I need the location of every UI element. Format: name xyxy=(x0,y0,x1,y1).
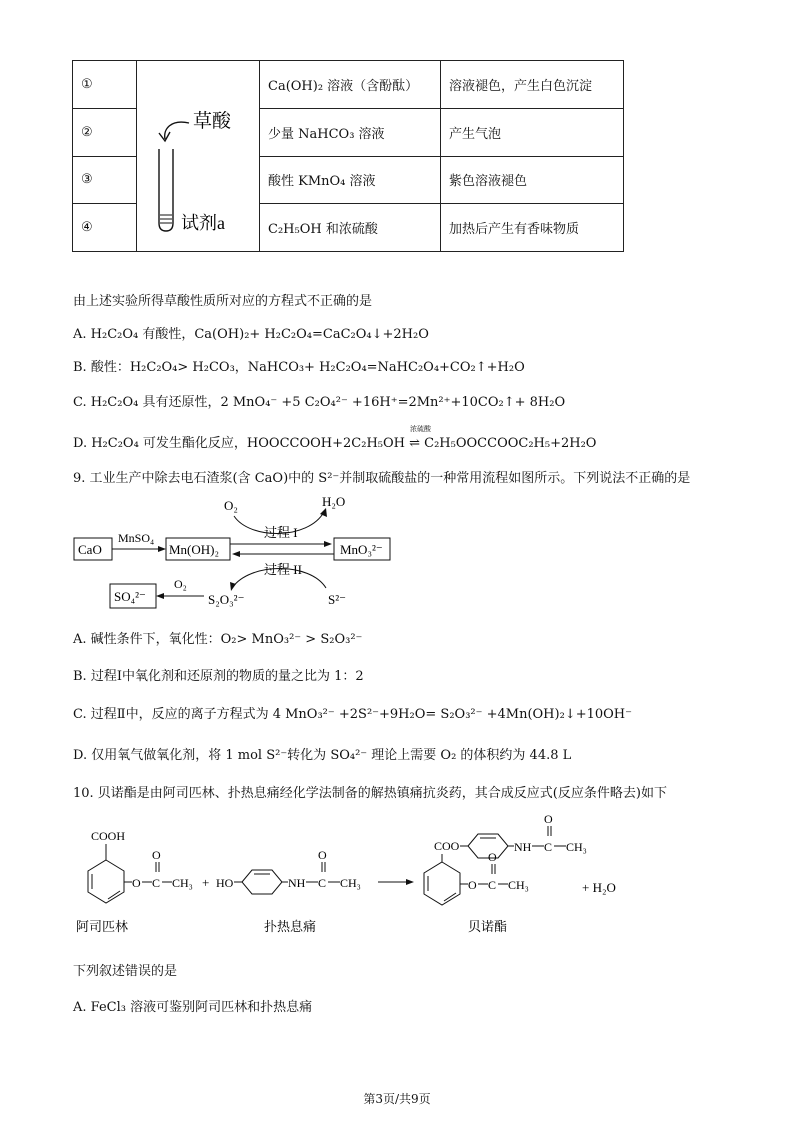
svg-text:NH: NH xyxy=(514,840,532,854)
reagent-cell: Ca(OH)₂ 溶液（含酚酞） xyxy=(260,61,441,109)
phenomenon-cell: 产生气泡 xyxy=(441,108,624,156)
phenomenon-cell: 紫色溶液褪色 xyxy=(441,156,624,204)
q10-sub-stem: 下列叙述错误的是 xyxy=(73,964,178,979)
q9-stem: 9. 工业生产中除去电石渣浆(含 CaO)中的 S²⁻并制取硫酸盐的一种常用流程如图所示。下列说法不正确的是 xyxy=(73,471,691,486)
reagent-cell: 酸性 KMnO₄ 溶液 xyxy=(260,156,441,204)
q8-option-c: C. H₂C₂O₄ 具有还原性，2 MnO₄⁻ +5 C₂O₄²⁻ +16H⁺=2Mn²⁺+10CO₂↑+ 8H₂O xyxy=(73,395,566,410)
svg-text:CH₃: CH₃ xyxy=(508,878,529,892)
svg-text:CH₃: CH₃ xyxy=(172,876,193,890)
svg-text:O: O xyxy=(488,850,497,864)
svg-text:C: C xyxy=(544,840,553,854)
test-tube-figure xyxy=(145,61,251,247)
phenomenon-cell: 溶液褪色，产生白色沉淀 xyxy=(441,61,624,109)
aspirin-name: 阿司匹林 xyxy=(76,919,129,934)
q10-reaction-scheme xyxy=(66,810,736,940)
row-number: ② xyxy=(73,108,137,156)
svg-text:COO: COO xyxy=(434,839,460,853)
mno3-label: MnO₃²⁻ xyxy=(340,542,383,557)
reagent-cell: C₂H₅OH 和浓硫酸 xyxy=(260,204,441,252)
svg-text:C: C xyxy=(152,876,161,890)
process2-label: 过程 II xyxy=(264,562,302,577)
svg-text:C: C xyxy=(318,876,327,890)
svg-text:NH: NH xyxy=(288,876,306,890)
benorilate-structure xyxy=(424,812,587,905)
s2-label: S²⁻ xyxy=(328,592,346,607)
mnoh2-label: Mn(OH)₂ xyxy=(169,542,220,557)
aspirin-structure xyxy=(88,829,193,903)
q9-option-c: C. 过程Ⅱ中，反应的离子方程式为 4 MnO₃²⁻ +2S²⁻+9H₂O= S₂O₃²⁻ +4Mn(OH)₂↓+10OH⁻ xyxy=(73,707,632,722)
o2-top-label: O₂ xyxy=(224,498,238,513)
svg-text:C: C xyxy=(488,878,497,892)
q8-stem: 由上述实验所得草酸性质所对应的方程式不正确的是 xyxy=(73,294,373,309)
row-number: ① xyxy=(73,61,137,109)
experiment-table xyxy=(72,60,624,252)
q8-option-b: B. 酸性：H₂C₂O₄> H₂CO₃，NaHCO₃+ H₂C₂O₄=NaHC₂O₄+CO₂↑+H₂O xyxy=(73,360,525,375)
svg-text:CH₃: CH₃ xyxy=(566,840,587,854)
arrow-curve xyxy=(165,122,189,139)
q9-option-a: A. 碱性条件下，氧化性：O₂> MnO₃²⁻ > S₂O₃²⁻ xyxy=(73,632,363,647)
q8-arrow-label: 浓硫酸 xyxy=(410,425,431,433)
process1-label: 过程 I xyxy=(264,525,298,540)
svg-text:CH₃: CH₃ xyxy=(340,876,361,890)
page-footer: 第3页/共9页 xyxy=(363,1092,431,1106)
svg-text:O: O xyxy=(132,876,141,890)
so4-label: SO₄²⁻ xyxy=(114,589,146,604)
plus-sign: + xyxy=(202,875,210,890)
row-number: ④ xyxy=(73,204,137,252)
o2-bottom-label: O₂ xyxy=(174,577,187,591)
q10-option-a: A. FeCl₃ 溶液可鉴别阿司匹林和扑热息痛 xyxy=(73,1000,313,1015)
oxalic-acid-label: 草酸 xyxy=(193,111,232,132)
paracetamol-structure xyxy=(216,848,361,894)
benorilate-name: 贝诺酯 xyxy=(468,919,508,934)
s2o3-label: S₂O₃²⁻ xyxy=(208,592,245,607)
cao-label: CaO xyxy=(78,542,102,557)
q8-option-a: A. H₂C₂O₄ 有酸性，Ca(OH)₂+ H₂C₂O₄=CaC₂O₄↓+2H₂O xyxy=(73,327,429,342)
q9-option-b: B. 过程Ⅰ中氧化剂和还原剂的物质的量之比为 1：2 xyxy=(73,669,364,684)
q9-flow-diagram xyxy=(70,492,410,617)
cooh-label: COOH xyxy=(91,829,126,843)
table-row xyxy=(73,61,624,109)
paracetamol-name: 扑热息痛 xyxy=(264,919,317,934)
water-product: + H₂O xyxy=(582,880,616,895)
svg-text:HO: HO xyxy=(216,876,234,890)
phenomenon-cell: 加热后产生有香味物质 xyxy=(441,204,624,252)
reagent-a-label: 试剂a xyxy=(181,213,225,233)
svg-text:O: O xyxy=(544,812,553,826)
mnso4-label: MnSO₄ xyxy=(118,531,155,545)
test-tube-figure-cell xyxy=(137,61,260,252)
svg-text:O: O xyxy=(318,848,327,862)
row-number: ③ xyxy=(73,156,137,204)
svg-text:O: O xyxy=(152,848,161,862)
q10-stem: 10. 贝诺酯是由阿司匹林、扑热息痛经化学法制备的解热镇痛抗炎药，其合成反应式(反应条件略去)如下 xyxy=(73,786,667,801)
q8-option-d: D. H₂C₂O₄ 可发生酯化反应，HOOCCOOH+2C₂H₅OH ⇌ C₂H₅OOCCOOC₂H₅+2H₂O xyxy=(73,436,597,451)
reagent-cell: 少量 NaHCO₃ 溶液 xyxy=(260,108,441,156)
q9-option-d: D. 仅用氧气做氧化剂，将 1 mol S²⁻转化为 SO₄²⁻ 理论上需要 O₂ 的体积约为 44.8 L xyxy=(73,748,572,763)
svg-text:O: O xyxy=(468,878,477,892)
h2o-label: H₂O xyxy=(322,494,346,509)
